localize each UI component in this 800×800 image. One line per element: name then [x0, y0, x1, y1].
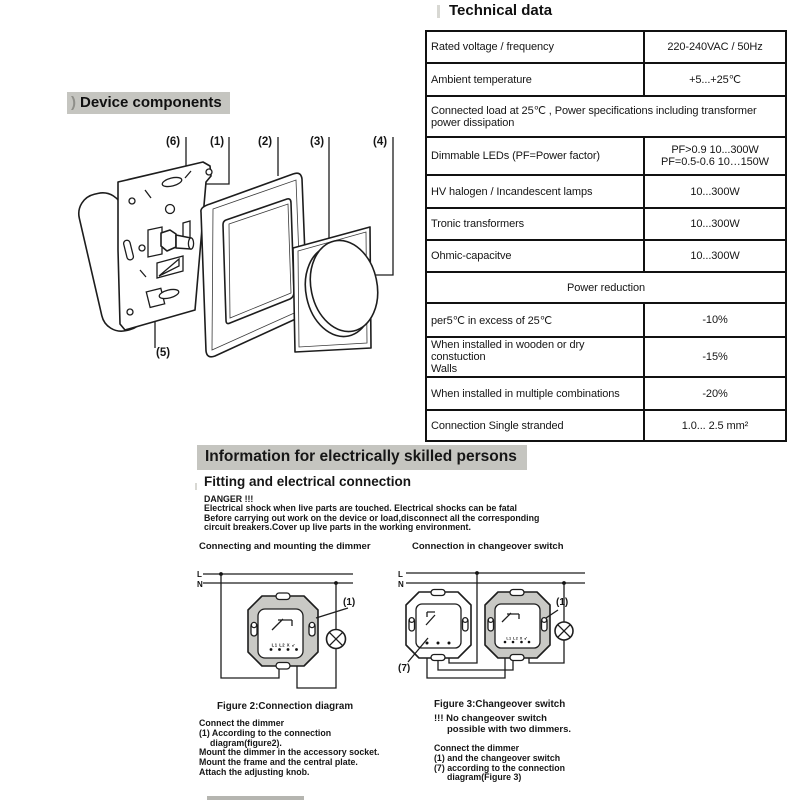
spec-label-cell: Dimmable LEDs (PF=Power factor) [426, 137, 644, 175]
spec-value-line2: PF=0.5-0.6 10…150W [661, 156, 769, 168]
danger-line: circuit breakers.Cover up live parts in the working environment. [204, 522, 471, 533]
instruction-line: (7) according to the connection [434, 762, 565, 773]
warning-line2: possible with two dimmers. [447, 723, 572, 735]
instruction-line: (1) and the changeover switch [434, 752, 561, 763]
spec-label-line2: Walls [431, 363, 457, 375]
table-row [426, 96, 786, 137]
exploded-view-diagram [60, 130, 420, 390]
ln-supply-lines [203, 574, 353, 583]
table-row [426, 303, 786, 337]
device-components-title: Device components [80, 94, 222, 111]
device-components-heading [67, 92, 230, 114]
technical-data-heading: Technical data [449, 2, 553, 19]
instruction-line: Attach the adjusting knob. [199, 766, 310, 777]
spec-value-line1: PF>0.9 10...300W [671, 144, 759, 156]
fig2-instructions [199, 719, 379, 778]
heading-tick [437, 5, 440, 18]
danger-line: Before carrying out work on the device or load,disconnect all the corresponding [204, 512, 540, 523]
fig3-caption: Figure 3:Changeover switch [434, 699, 566, 710]
fitting-heading: Fitting and electrical connection [204, 474, 412, 489]
fig2-callout-1: (1) [343, 597, 356, 608]
l-label: L [398, 570, 403, 579]
terminal-labels: L1 L2 X ↙ [506, 636, 528, 641]
cutoff-heading-bar [207, 796, 304, 800]
instruction-line: (1) According to the connection [199, 727, 332, 738]
fig3-warning [434, 714, 571, 735]
table-row [426, 377, 786, 410]
spec-label-cell: Tronic transformers [426, 208, 644, 240]
table-row [426, 240, 786, 272]
fig3-changeover-diagram [395, 560, 590, 700]
spec-section-header-cell: Power reduction [426, 272, 786, 303]
danger-line: Electrical shock when live parts are touched. Electrical shocks can be fatal [204, 503, 517, 514]
warning-line1: !!! No changeover switch [434, 713, 547, 724]
l-label: L [197, 570, 202, 579]
heading-tick-small [195, 483, 197, 490]
danger-block [204, 495, 539, 533]
lamp-icon [555, 622, 573, 640]
callout-line [316, 608, 348, 618]
spec-value-cell: -15% [644, 337, 786, 377]
instruction-line: Connect the dimmer [199, 718, 285, 728]
spec-label-cell: Connection Single stranded [426, 410, 644, 441]
danger-title: DANGER !!! [204, 494, 254, 504]
spec-label-cell [426, 337, 644, 377]
fig3-instructions [434, 744, 565, 783]
dimmer-insert-symbol [485, 590, 550, 661]
dimmer-insert-symbol [248, 593, 318, 669]
heading-artifact-mark: ) [71, 94, 76, 111]
technical-data-table [425, 30, 787, 442]
table-row [426, 31, 786, 63]
callout-6: (6) [166, 136, 181, 148]
instruction-line: Mount the dimmer in the accessory socket. [199, 747, 380, 758]
spec-value-cell: 10...300W [644, 208, 786, 240]
spec-label-cell: HV halogen / Incandescent lamps [426, 175, 644, 208]
info-skilled-heading: Information for electrically skilled persons [197, 445, 527, 470]
fig3-callout-1: (1) [556, 597, 569, 608]
spec-value-cell [644, 137, 786, 175]
instruction-line: diagram(Figure 3) [447, 772, 522, 783]
instruction-line: diagram(figure2). [210, 737, 282, 748]
spec-value-cell: 220-240VAC / 50Hz [644, 31, 786, 63]
spec-label-cell: per5℃ in excess of 25℃ [426, 303, 644, 337]
spec-label-cell: When installed in multiple combinations [426, 377, 644, 410]
ln-supply-lines [406, 573, 585, 583]
instruction-line: Connect the dimmer [434, 743, 520, 753]
instruction-line: Mount the frame and the central plate. [199, 757, 358, 768]
spec-label-cell: Ohmic-capacitve [426, 240, 644, 272]
lamp-icon [327, 630, 346, 649]
spec-fullrow-cell: Connected load at 25℃ , Power specifications including transformer power dissipation [426, 96, 786, 137]
terminal-labels: L1 L2 X ↙ [271, 642, 296, 648]
table-row [426, 272, 786, 303]
table-row [426, 175, 786, 208]
callout-5: (5) [156, 347, 171, 359]
spec-value-cell: +5...+25℃ [644, 63, 786, 96]
spec-value-cell: 1.0... 2.5 mm² [644, 410, 786, 441]
frame [201, 173, 307, 357]
table-row [426, 208, 786, 240]
spec-value-cell: -20% [644, 377, 786, 410]
fig2-connection-diagram [195, 560, 360, 700]
spec-label-cell: Ambient temperature [426, 63, 644, 96]
changeover-switch-symbol [406, 590, 471, 661]
spec-value-cell: 10...300W [644, 175, 786, 208]
spec-label-cell: Rated voltage / frequency [426, 31, 644, 63]
fig2-caption: Figure 2:Connection diagram [217, 701, 354, 712]
spec-value-cell: 10...300W [644, 240, 786, 272]
table-row [426, 337, 786, 377]
table-row [426, 63, 786, 96]
fig3-title: Connection in changeover switch [412, 541, 564, 552]
callout-2: (2) [258, 136, 273, 148]
callout-3: (3) [310, 136, 325, 148]
n-label: N [197, 580, 203, 589]
fig3-callout-7: (7) [398, 663, 411, 674]
n-label: N [398, 580, 404, 589]
table-row [426, 137, 786, 175]
table-row [426, 410, 786, 441]
callout-4: (4) [373, 136, 388, 148]
callout-1: (1) [210, 136, 225, 148]
spec-label-line1: When installed in wooden or dry constuction [431, 339, 585, 363]
spec-value-cell: -10% [644, 303, 786, 337]
fig2-title: Connecting and mounting the dimmer [199, 541, 371, 552]
